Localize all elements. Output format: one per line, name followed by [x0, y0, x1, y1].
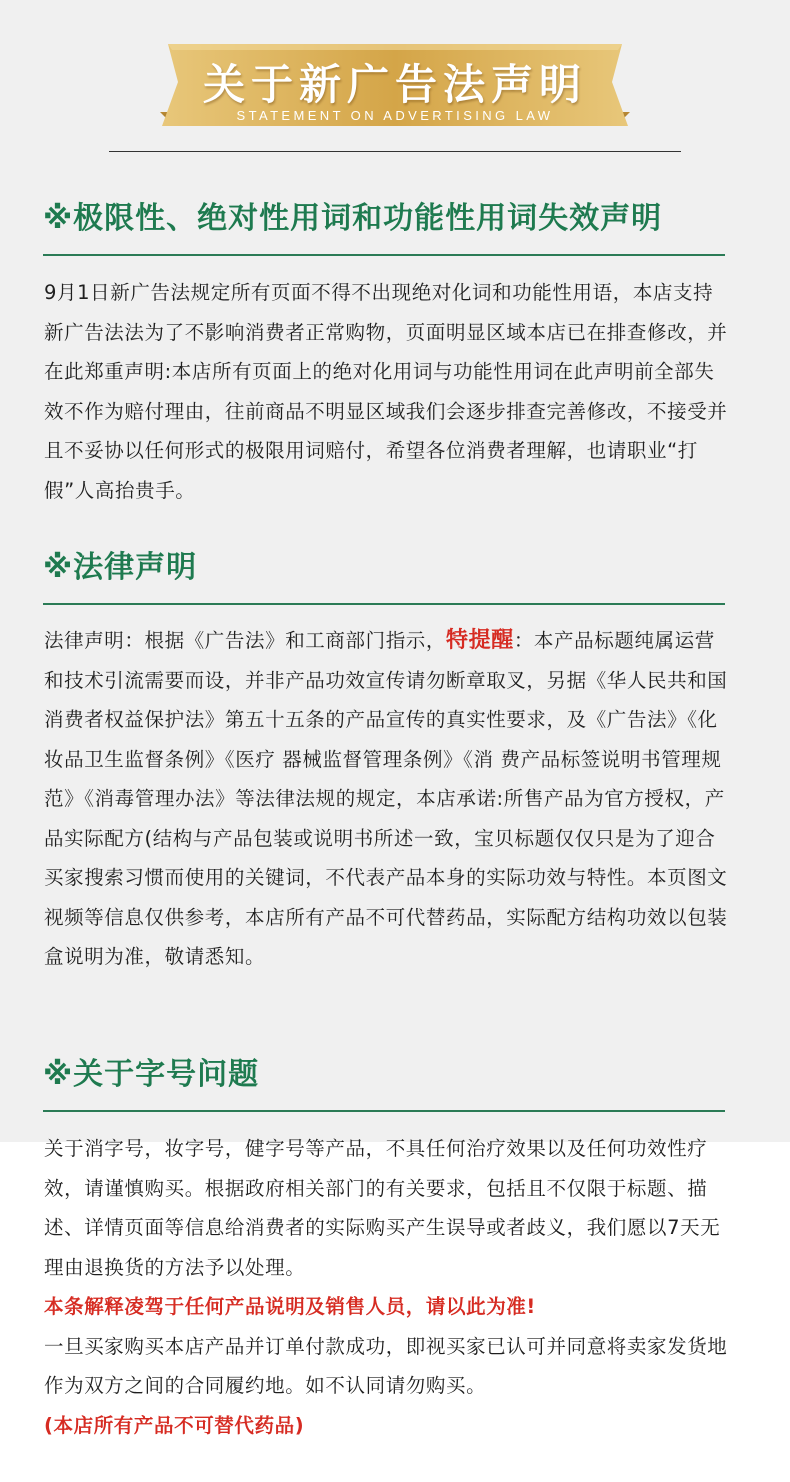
paragraph	[44, 621, 728, 977]
banner-subtitle: STATEMENT ON ADVERTISING LAW	[236, 108, 554, 123]
reminder-highlight: 特提醒	[446, 628, 514, 653]
paragraph: 关于消字号，妆字号，健字号等产品，不具任何治疗效果以及任何功效性疗效，请谨慎购买。根据政府相关部门的有关要求，包括且不仅限于标题、描述、详情页面等信息给消费者的实际购买产生误导或者歧义，我们愿以7天无理由退换货的方法予以处理。	[44, 1137, 721, 1279]
section-divider	[43, 603, 725, 605]
divider	[109, 151, 681, 152]
legal-prefix: 法律声明：根据《广告法》和工商部门指示，	[44, 629, 447, 652]
footer-note: (本店所有产品不可替代药品)	[44, 1413, 305, 1437]
section-body-license	[44, 1129, 728, 1445]
section-body-legal	[44, 621, 728, 977]
paragraph: 一旦买家购买本店产品并订单付款成功，即视买家已认可并同意将卖家发货地作为双方之间的合同履约地。如不认同请勿购买。	[44, 1334, 728, 1397]
warning-line: 本条解释凌驾于任何产品说明及销售人员，请以此为准!	[44, 1295, 536, 1318]
paragraph: 9月1日新广告法规定所有页面不得不出现绝对化词和功能性用语，本店支持新广告法法为了不影响消费者正常购物，页面明显区域本店已在排查修改，并在此郑重声明:本店所有页面上的绝对化用词与功能性用词在此声明前全部失效不作为赔付理由，往前商品不明显区域我们会逐步排查完善修改，不接受并且不妥协以任何形式的极限用词赔付，希望各位消费者理解，也请职业“打假”人高抬贵手。	[44, 281, 728, 502]
section-divider	[43, 254, 725, 256]
section-heading-limit-words: ※极限性、绝对性用词和功能性用词失效声明	[43, 201, 663, 236]
legal-suffix: ：本产品标题纯属运营和技术引流需要而设，并非产品功效宣传请勿断章取叉，另据《华人民共和国消费者权益保护法》第五十五条的产品宣传的真实性要求，及《广告法》《化妆品卫生监督条例》《医疗 器械监督管理条例》《消 费产品标签说明书管理规范》《消毒管理办法》等法律法规的规定，本店承诺:所售产品为官方授权，产品实际配方(结构与产品包装或说明书所述一致，宝贝标题仅仅只是为了迎合买家搜索习惯而使用的关键词，不代表产品本身的实际功效与特性。本页图文视频等信息仅供参考，本店所有产品不可代替药品，实际配方结构功效以包装盒说明为准，敬请悉知。	[44, 629, 728, 968]
section-heading-license: ※关于字号问题	[43, 1057, 260, 1092]
section-heading-legal: ※法律声明	[43, 550, 198, 585]
section-divider	[43, 1110, 725, 1112]
title-banner	[160, 42, 630, 132]
section-body-limit-words	[44, 273, 728, 510]
banner-title: 关于新广告法声明	[202, 60, 587, 109]
